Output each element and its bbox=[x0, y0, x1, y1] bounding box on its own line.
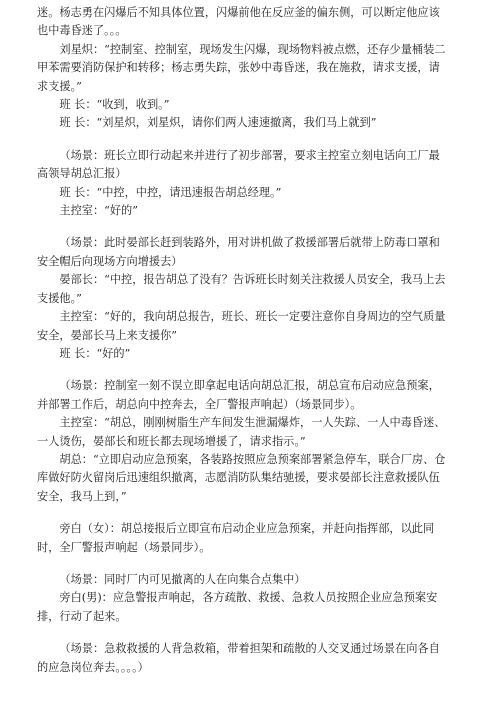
paragraph-7: 主控室：“好的” bbox=[59, 204, 138, 218]
paragraph-17: 旁白(男)：应急警报声响起，各方疏散、救援、急救人员按照企业应急预案安排，行动了起来。 bbox=[37, 591, 438, 623]
paragraph-4: 班 长：“刘星炽，刘星炽，请你们两人速速撤离，我们马上就到” bbox=[59, 116, 377, 130]
paragraph-18: （场景：急救救援的人背急救箱，带着担架和疏散的人交叉通过场景在向各自的应急岗位奔去。。。。） bbox=[37, 642, 440, 674]
paragraph-1: 迷。杨志勇在闪爆后不知具体位置，闪爆前他在反应釜的偏东侧，可以断定他应该也中毒昏迷了。。。 bbox=[37, 6, 440, 38]
paragraph-3: 班 长：“收到，收到。” bbox=[59, 98, 170, 112]
paragraph-6: 班 长：“中控，中控，请迅速报告胡总经理。” bbox=[59, 185, 282, 199]
paragraph-15: 旁白（女）：胡总接报后立即宣布启动企业应急预案，并赶向指挥部，以此同时，全厂警报声响起（场景同步）。 bbox=[37, 522, 435, 554]
paragraph-11: 班 长：“好的” bbox=[59, 346, 131, 360]
paragraph-2: 刘星炽：“控制室、控制室，现场发生闪爆，现场物料被点燃，还存少量桶装二甲苯需要消防保护和转移；杨志勇失踪，张妙中毒昏迷，我在施救，请求支援，请求支援。” bbox=[37, 42, 446, 93]
paragraph-12: （场景：控制室一刻不误立即拿起电话向胡总汇报，胡总宣布启动应急预案，并部署工作后，胡总向中控奔去，全厂警报声响起）（场景同步）。 bbox=[37, 379, 440, 411]
paragraph-9: 晏部长：“中控，报告胡总了没有？告诉班长时刻关注救援人员安全，我马上去支援他。” bbox=[37, 273, 446, 305]
paragraph-5: （场景：班长立即行动起来并进行了初步部署，要求主控室立刻电话向工厂最高领导胡总汇报） bbox=[37, 148, 440, 181]
paragraph-8: （场景：此时晏部长赶到装路外，用对讲机做了救援部署后就带上防毒口罩和安全帽后向现场方向增援去） bbox=[37, 236, 440, 268]
paragraph-16: （场景：同时厂内可见撤离的人在向集合点集中） bbox=[59, 572, 306, 586]
paragraph-13: 主控室：“胡总，刚刚树脂生产车间发生泄漏爆炸，一人失踪、一人中毒昏迷、一人烫伤，晏部长和班长都去现场增援了，请求指示。” bbox=[37, 416, 446, 448]
paragraph-14: 胡总：“立即启动应急预案，各装路按照应急预案部署紧急停车，联合厂房、仓库做好防火留岗后迅速组织撤离，志愿消防队集结驰援，要求晏部长注意救援队伍安全，我马上到，” bbox=[37, 452, 446, 503]
paragraph-10: 主控室：“好的，我向胡总报告，班长、班长一定要注意你自身周边的空气质量安全，晏部长马上来支援你” bbox=[37, 310, 446, 342]
